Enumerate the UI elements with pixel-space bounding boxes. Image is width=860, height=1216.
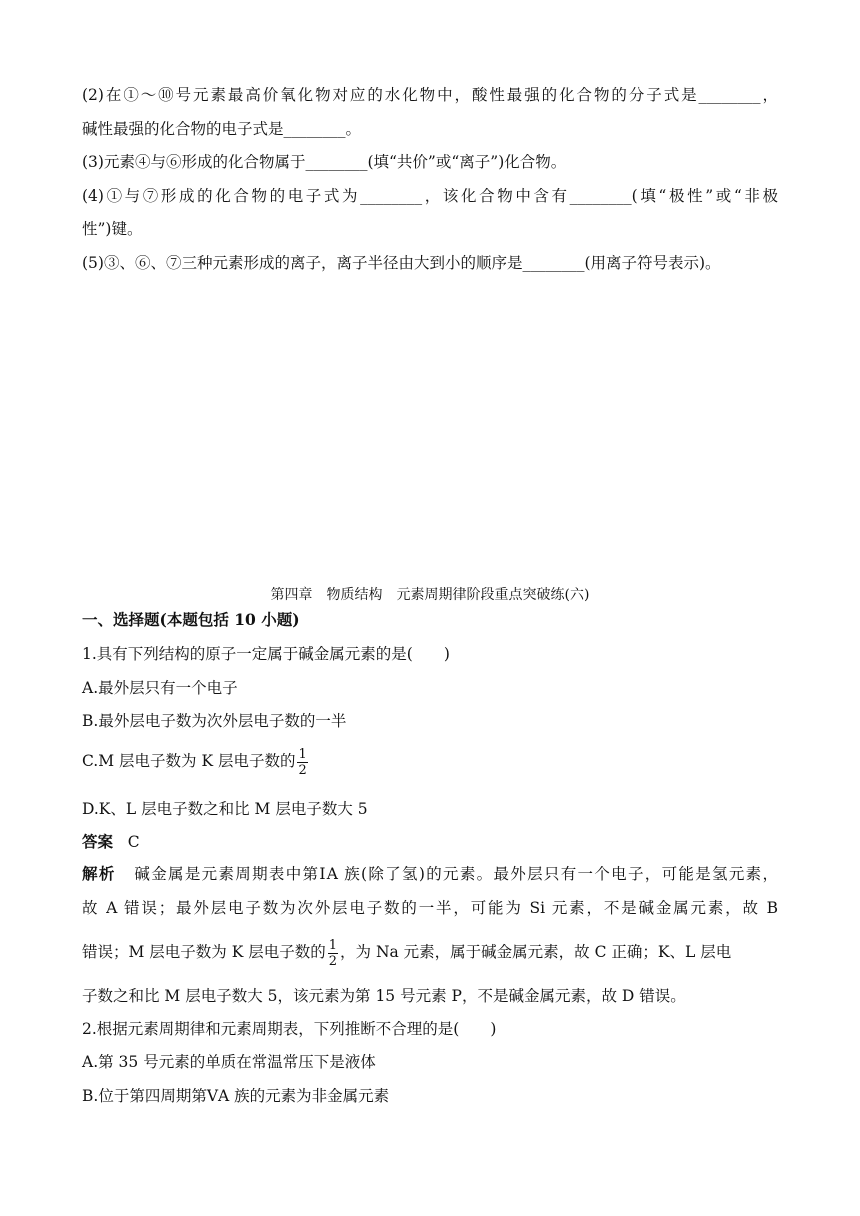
- q1-answer: [82, 831, 140, 853]
- question-2-line-1: (2)在①～⑩号元素最高价氧化物对应的水化物中，酸性最强的化合物的分子式是________，: [82, 86, 778, 104]
- q1-option-d: D.K、L 层电子数之和比 M 层电子数大 5: [82, 800, 368, 818]
- section-heading: 一、选择题(本题包括 10 小题): [82, 610, 300, 629]
- q1-option-a: A.最外层只有一个电子: [82, 679, 238, 697]
- q2-stem: 2.根据元素周期律和元素周期表，下列推断不合理的是( ): [82, 1020, 497, 1038]
- fraction-denominator: 2: [298, 762, 307, 778]
- question-5: (5)③、⑥、⑦三种元素形成的离子，离子半径由大到小的顺序是________(用离子符号表示)。: [82, 254, 721, 272]
- question-2-line-2: 碱性最强的化合物的电子式是________。: [82, 120, 362, 138]
- question-4-line-1: (4)①与⑦形成的化合物的电子式为________，该化合物中含有________(填“极性”或“非极: [82, 187, 778, 205]
- fraction-numerator: 1: [298, 746, 307, 762]
- analysis-text-3a: 错误；M 层电子数为 K 层电子数的: [82, 943, 326, 961]
- q1-option-b: B.最外层电子数为次外层电子数的一半: [82, 712, 347, 730]
- q2-option-b: B.位于第四周期第ⅤA 族的元素为非金属元素: [82, 1087, 390, 1105]
- analysis-text-1: 碱金属是元素周期表中第ⅠA 族(除了氢)的元素。最外层只有一个电子，可能是氢元素，: [134, 865, 778, 883]
- q1-stem: 1.具有下列结构的原子一定属于碱金属元素的是( ): [82, 645, 450, 663]
- question-4-line-2: 性”)键。: [82, 220, 143, 238]
- q1-option-c: [82, 744, 310, 778]
- q1-analysis-line-1: [82, 863, 778, 885]
- chapter-title: 第四章 物质结构 元素周期律阶段重点突破练(六): [270, 587, 590, 603]
- fraction-numerator: 1: [328, 937, 338, 953]
- q1-analysis-line-4: 子数之和比 M 层电子数大 5，该元素为第 15 号元素 P，不是碱金属元素，故 D 错误。: [82, 987, 686, 1005]
- question-3: (3)元素④与⑥形成的化合物属于________(填“共价”或“离子”)化合物。: [82, 153, 567, 171]
- q2-option-a: A.第 35 号元素的单质在常温常压下是液体: [82, 1053, 376, 1071]
- fraction-denominator: 2: [328, 953, 338, 969]
- q1-analysis-line-2: 故 A 错误；最外层电子数为次外层电子数的一半，可能为 Si 元素，不是碱金属元素，故 B: [82, 899, 778, 917]
- fraction-one-half: [297, 747, 307, 778]
- answer-label: 答案: [82, 832, 114, 851]
- q1-option-c-text: C.M 层电子数为 K 层电子数的: [82, 752, 296, 770]
- analysis-label: 解析: [82, 864, 116, 883]
- q1-analysis-line-3: [82, 935, 731, 969]
- answer-value: C: [127, 833, 140, 851]
- fraction-one-half-analysis: [328, 938, 338, 969]
- analysis-text-3b: ，为 Na 元素，属于碱金属元素，故 C 正确；K、L 层电: [340, 943, 732, 961]
